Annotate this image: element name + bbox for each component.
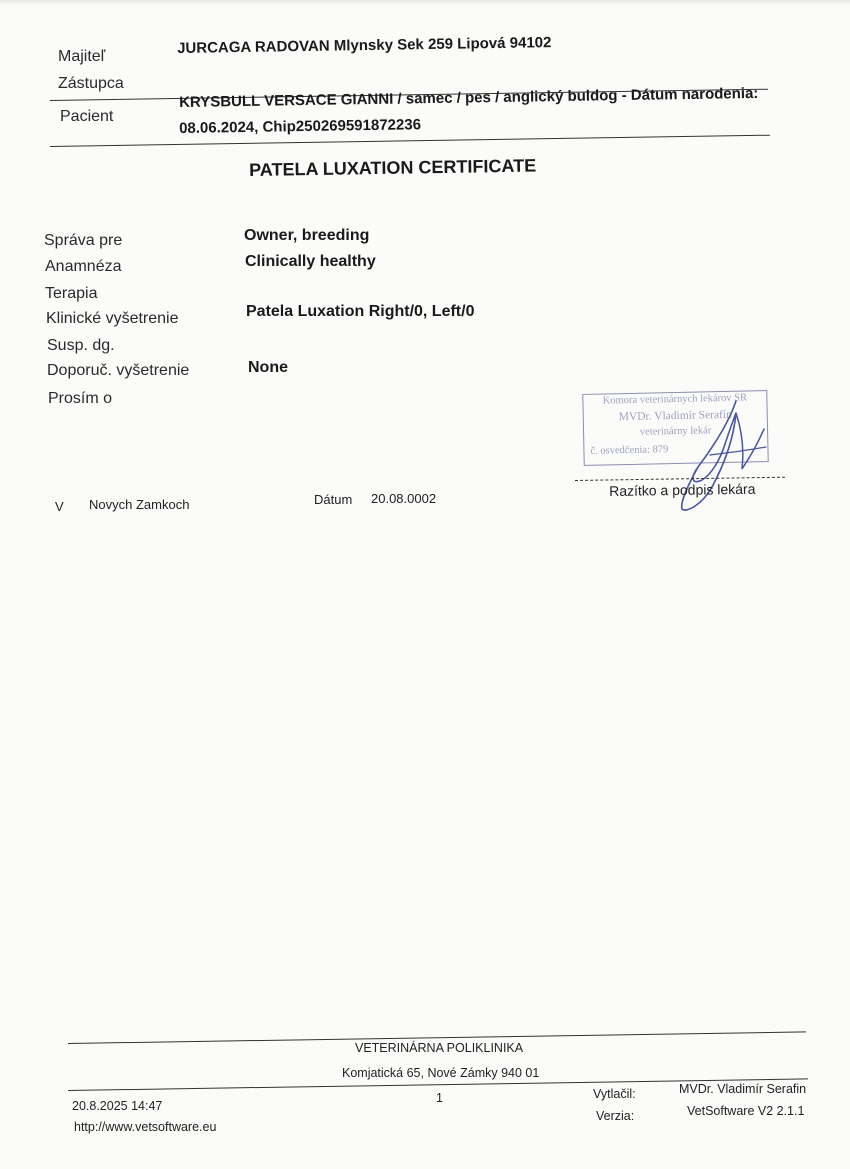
page-title: PATELA LUXATION CERTIFICATE — [249, 155, 537, 180]
stamp-line-1: Komora veterinárnych lekárov SR — [602, 392, 748, 407]
field-value-anamneza: Clinically healthy — [245, 253, 376, 270]
page-number: 1 — [436, 1091, 443, 1105]
field-label-terapia: Terapia — [45, 285, 98, 302]
field-label-prosim: Prosím o — [48, 390, 113, 407]
stamp-line-3: veterinárny lekár — [639, 425, 712, 438]
header-divider-2 — [50, 135, 770, 147]
printed-by-label: Vytlačil: — [593, 1087, 636, 1101]
place-prefix: V — [55, 499, 64, 514]
stamp-line-4: č. osvedčenia: 879 — [590, 444, 669, 457]
clinic-address: Komjatická 65, Nové Zámky 940 01 — [342, 1066, 540, 1080]
field-label-doporuc: Doporuč. vyšetrenie — [47, 362, 190, 379]
stamp-caption: Razítko a podpis lekára — [609, 480, 756, 499]
date-value: 20.08.0002 — [371, 491, 437, 506]
field-value-klinicke: Patela Luxation Right/0, Left/0 — [246, 303, 475, 320]
print-timestamp: 20.8.2025 14:47 — [72, 1099, 163, 1113]
patient-label: Pacient — [60, 108, 114, 125]
website-link[interactable]: http://www.vetsoftware.eu — [74, 1120, 217, 1134]
version-value: VetSoftware V2 2.1.1 — [687, 1104, 805, 1118]
field-label-klinicke: Klinické vyšetrenie — [46, 310, 179, 327]
owner-label: Majiteľ — [58, 48, 106, 65]
owner-value: JURCAGA RADOVAN Mlynsky Sek 259 Lipová 94102 — [177, 34, 552, 57]
representative-label: Zástupca — [58, 75, 124, 92]
place-city: Novych Zamkoch — [89, 497, 190, 512]
date-label: Dátum — [314, 492, 353, 507]
stamp-line-2: MVDr. Vladimír Serafín — [618, 408, 732, 424]
field-value-doporuc: None — [248, 359, 288, 376]
field-label-sprava: Správa pre — [44, 232, 123, 249]
patient-line-2: 08.06.2024, Chip250269591872236 — [179, 116, 422, 137]
field-label-susp: Susp. dg. — [47, 337, 115, 354]
signature — [640, 395, 780, 520]
clinic-name: VETERINÁRNA POLIKLINIKA — [355, 1041, 524, 1055]
field-value-sprava: Owner, breeding — [244, 227, 370, 244]
version-label: Verzia: — [596, 1109, 635, 1123]
patient-line-1: KRYSBULL VERSACE GIANNI / samec / pes / anglický buldog - Dátum narodenia: — [179, 84, 759, 111]
scan-top-edge — [0, 0, 850, 6]
field-label-anamneza: Anamnéza — [45, 258, 122, 275]
printed-by-value: MVDr. Vladimír Serafin — [679, 1082, 807, 1096]
